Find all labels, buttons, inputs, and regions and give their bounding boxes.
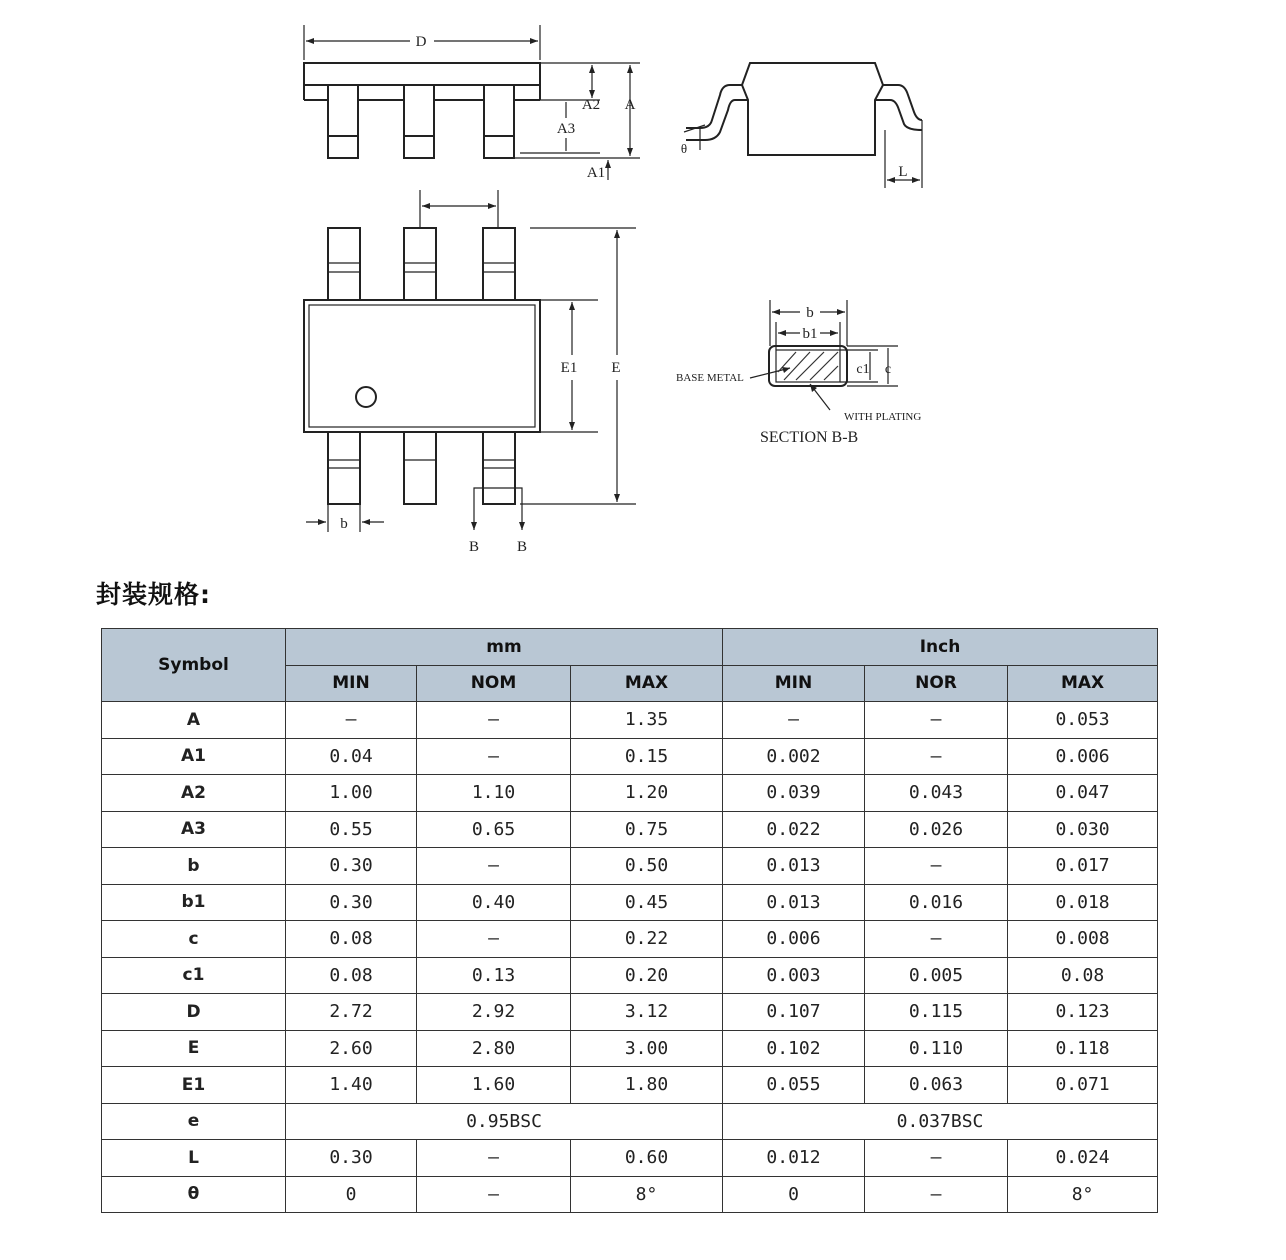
value-cell: 0.053: [1008, 702, 1158, 739]
sub-header-mm-min: MIN: [286, 665, 417, 702]
table-row: [102, 1067, 1158, 1104]
value-cell: 0.055: [723, 1067, 865, 1104]
value-cell: —: [723, 702, 865, 739]
value-cell: —: [417, 1140, 571, 1177]
symbol-cell: A3: [102, 811, 286, 848]
symbol-cell: A: [102, 702, 286, 739]
value-cell: 0.04: [286, 738, 417, 775]
value-cell-inch-bsc: 0.037BSC: [723, 1103, 1158, 1140]
value-cell: 0.003: [723, 957, 865, 994]
table-row: [102, 957, 1158, 994]
sub-header-mm-nom: NOM: [417, 665, 571, 702]
symbol-cell: c: [102, 921, 286, 958]
section-heading: 封装规格:: [96, 580, 211, 609]
label-D: D: [415, 34, 427, 50]
symbol-cell: b: [102, 848, 286, 885]
value-cell: 0.110: [865, 1030, 1008, 1067]
value-cell: —: [865, 1176, 1008, 1213]
bottom-lead-2: [404, 432, 436, 504]
value-cell: —: [865, 1140, 1008, 1177]
value-cell: 0.008: [1008, 921, 1158, 958]
value-cell: 1.00: [286, 775, 417, 812]
table-row: [102, 1140, 1158, 1177]
mm-header: mm: [286, 629, 723, 666]
value-cell: 0.65: [417, 811, 571, 848]
label-A1: A1: [586, 165, 606, 181]
value-cell: —: [417, 921, 571, 958]
value-cell: —: [865, 738, 1008, 775]
value-cell: 0.45: [571, 884, 723, 921]
value-cell: 0.08: [286, 957, 417, 994]
value-cell: 0: [286, 1176, 417, 1213]
symbol-cell: E: [102, 1030, 286, 1067]
label-B-right: B: [516, 539, 528, 555]
value-cell: 0.30: [286, 848, 417, 885]
label-base-metal: BASE METAL: [676, 372, 744, 384]
value-cell: 0.030: [1008, 811, 1158, 848]
symbol-cell: A1: [102, 738, 286, 775]
label-B-left: B: [468, 539, 480, 555]
package-outline-drawing: [0, 0, 1286, 570]
symbol-cell: D: [102, 994, 286, 1031]
value-cell: 2.60: [286, 1030, 417, 1067]
label-section-title: SECTION B-B: [760, 429, 859, 446]
table-row: [102, 738, 1158, 775]
front-body-top: [304, 63, 540, 85]
value-cell: —: [865, 702, 1008, 739]
table-row: [102, 848, 1158, 885]
value-cell: 0.047: [1008, 775, 1158, 812]
value-cell-mm-bsc: 0.95BSC: [286, 1103, 723, 1140]
value-cell: 1.35: [571, 702, 723, 739]
label-E1: E1: [560, 360, 578, 376]
table-row: [102, 1176, 1158, 1213]
value-cell: —: [417, 738, 571, 775]
value-cell: 3.00: [571, 1030, 723, 1067]
value-cell: 0.026: [865, 811, 1008, 848]
label-section-c1: c1: [856, 362, 870, 377]
value-cell: 0.043: [865, 775, 1008, 812]
value-cell: 2.72: [286, 994, 417, 1031]
table-row: [102, 775, 1158, 812]
table-row: [102, 811, 1158, 848]
value-cell: 2.80: [417, 1030, 571, 1067]
value-cell: 0.75: [571, 811, 723, 848]
label-section-b1: b1: [802, 326, 818, 342]
value-cell: 0.022: [723, 811, 865, 848]
pin1-marker: [356, 387, 376, 407]
value-cell: —: [417, 1176, 571, 1213]
value-cell: 0.016: [865, 884, 1008, 921]
label-section-b: b: [806, 305, 814, 321]
symbol-cell: E1: [102, 1067, 286, 1104]
top-lead-3: [483, 228, 515, 300]
value-cell: 8°: [1008, 1176, 1158, 1213]
value-cell: 0.039: [723, 775, 865, 812]
symbol-cell: θ: [102, 1176, 286, 1213]
value-cell: 0.50: [571, 848, 723, 885]
top-lead-1: [328, 228, 360, 300]
value-cell: 8°: [571, 1176, 723, 1213]
label-L: L: [898, 164, 908, 180]
value-cell: —: [286, 702, 417, 739]
value-cell: 0.30: [286, 884, 417, 921]
table-row: [102, 884, 1158, 921]
value-cell: 0.005: [865, 957, 1008, 994]
value-cell: 0.22: [571, 921, 723, 958]
section-outer: [769, 346, 847, 386]
sub-header-inch-nor: NOR: [865, 665, 1008, 702]
value-cell: —: [865, 848, 1008, 885]
top-view-body: [304, 300, 540, 432]
value-cell: 0.063: [865, 1067, 1008, 1104]
value-cell: 0.20: [571, 957, 723, 994]
table-row-bsc: [102, 1103, 1158, 1140]
front-lead-3: [484, 85, 514, 158]
table-row: [102, 921, 1158, 958]
value-cell: 0.123: [1008, 994, 1158, 1031]
value-cell: 0.018: [1008, 884, 1158, 921]
value-cell: 0.024: [1008, 1140, 1158, 1177]
value-cell: —: [417, 848, 571, 885]
section-hatch: [778, 352, 838, 380]
value-cell: —: [865, 921, 1008, 958]
value-cell: 0.15: [571, 738, 723, 775]
symbol-cell: L: [102, 1140, 286, 1177]
table-row: [102, 994, 1158, 1031]
label-theta: θ: [680, 141, 688, 156]
symbol-cell: e: [102, 1103, 286, 1140]
label-A2: A2: [581, 97, 601, 113]
symbol-cell: b1: [102, 884, 286, 921]
sub-header-inch-min: MIN: [723, 665, 865, 702]
value-cell: 0.30: [286, 1140, 417, 1177]
value-cell: 0.017: [1008, 848, 1158, 885]
value-cell: 1.10: [417, 775, 571, 812]
value-cell: 0.006: [723, 921, 865, 958]
value-cell: 0.118: [1008, 1030, 1158, 1067]
label-A: A: [624, 97, 636, 113]
package-spec-table: [101, 628, 1158, 1213]
value-cell: 0.60: [571, 1140, 723, 1177]
label-b: b: [340, 516, 348, 532]
value-cell: 0.55: [286, 811, 417, 848]
table-row: [102, 1030, 1158, 1067]
value-cell: 1.40: [286, 1067, 417, 1104]
value-cell: 0.08: [1008, 957, 1158, 994]
value-cell: —: [417, 702, 571, 739]
front-lead-1: [328, 85, 358, 158]
value-cell: 0.115: [865, 994, 1008, 1031]
value-cell: 1.80: [571, 1067, 723, 1104]
value-cell: 2.92: [417, 994, 571, 1031]
value-cell: 0.102: [723, 1030, 865, 1067]
value-cell: 0: [723, 1176, 865, 1213]
value-cell: 0.071: [1008, 1067, 1158, 1104]
value-cell: 0.013: [723, 884, 865, 921]
top-lead-2: [404, 228, 436, 300]
symbol-cell: c1: [102, 957, 286, 994]
side-body: [742, 63, 883, 155]
value-cell: 3.12: [571, 994, 723, 1031]
sub-header-mm-max: MAX: [571, 665, 723, 702]
label-section-c: c: [884, 362, 892, 377]
front-lead-2: [404, 85, 434, 158]
value-cell: 0.13: [417, 957, 571, 994]
value-cell: 0.40: [417, 884, 571, 921]
table-row: [102, 702, 1158, 739]
sub-header-inch-max: MAX: [1008, 665, 1158, 702]
value-cell: 0.002: [723, 738, 865, 775]
symbol-cell: A2: [102, 775, 286, 812]
value-cell: 0.006: [1008, 738, 1158, 775]
value-cell: 1.60: [417, 1067, 571, 1104]
value-cell: 0.012: [723, 1140, 865, 1177]
value-cell: 1.20: [571, 775, 723, 812]
value-cell: 0.013: [723, 848, 865, 885]
symbol-header: Symbol: [102, 629, 286, 702]
value-cell: 0.08: [286, 921, 417, 958]
inch-header: Inch: [723, 629, 1158, 666]
label-A3: A3: [556, 121, 576, 137]
value-cell: 0.107: [723, 994, 865, 1031]
label-with-plating: WITH PLATING: [844, 411, 922, 423]
label-E: E: [611, 360, 621, 376]
